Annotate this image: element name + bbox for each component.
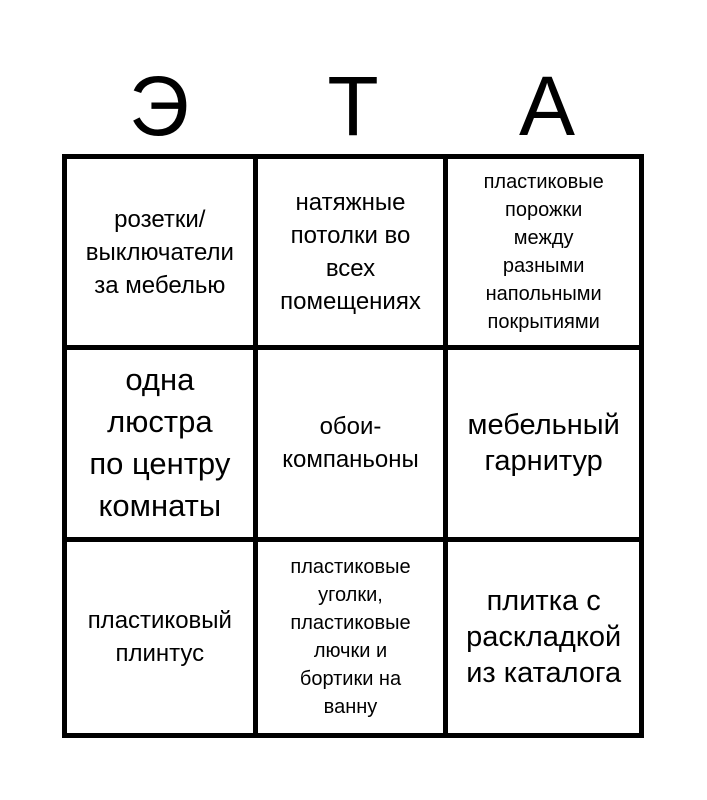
bingo-cell-8[interactable]: пластиковые уголки, пластиковые лючки и бортики на ванну bbox=[258, 542, 449, 733]
bingo-cell-5[interactable]: обои- компаньоны bbox=[258, 350, 449, 541]
bingo-cell-7[interactable]: пластиковый плинтус bbox=[67, 542, 258, 733]
header-letter-2: Т bbox=[327, 59, 379, 153]
bingo-cell-3[interactable]: пластиковые порожки между разными напольными покрытиями bbox=[448, 159, 639, 350]
header-letter-1: Э bbox=[128, 59, 190, 153]
bingo-cell-2[interactable]: натяжные потолки во всех помещениях bbox=[258, 159, 449, 350]
bingo-cell-1[interactable]: розетки/ выключатели за мебелью bbox=[67, 159, 258, 350]
bingo-grid bbox=[62, 154, 644, 738]
bingo-header bbox=[62, 58, 644, 154]
header-letter-3: А bbox=[518, 59, 576, 153]
bingo-cell-9[interactable]: плитка с раскладкой из каталога bbox=[466, 585, 622, 690]
bingo-cell-4[interactable]: одна люстра по центру комнаты bbox=[67, 350, 258, 541]
bingo-cell-6[interactable]: мебельный гарнитур bbox=[448, 350, 639, 541]
